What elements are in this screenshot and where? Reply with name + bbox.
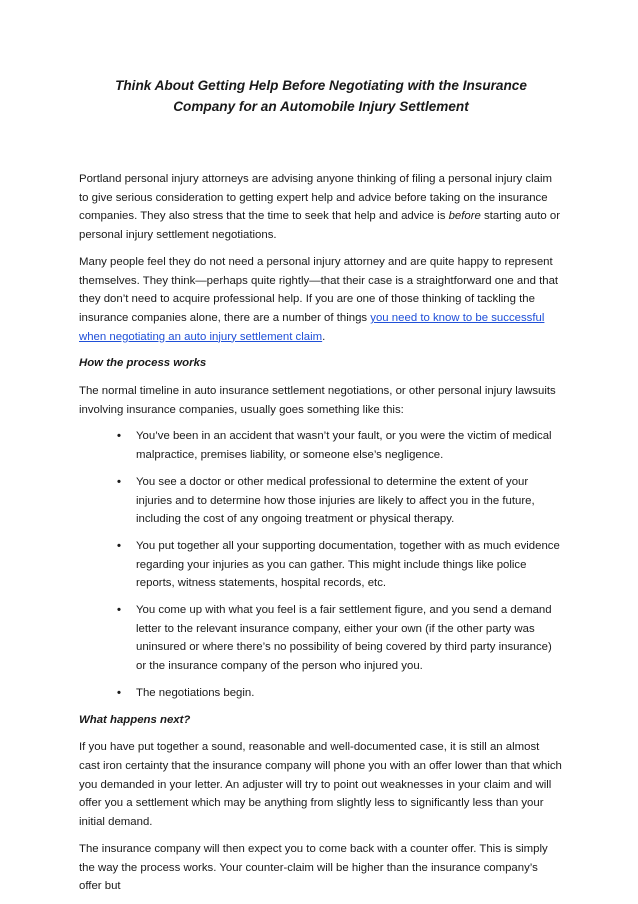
list-item-text: You come up with what you feel is a fair settlement figure, and you send a demand letter to the relevant insurance company, either your own (if the other party was uninsured or where there’s no possibility of being covered by third party insurance) or the insurance company of the person who injured you.: [136, 604, 552, 673]
intro-paragraph: [79, 170, 563, 245]
list-item-text: You put together all your supporting documentation, together with as much evidence regarding your injuries as you can gather. This might include things like police reports, witness statements, hospital records, etc.: [136, 539, 560, 590]
list-item-text: You see a doctor or other medical professional to determine the extent of your injuries and to determine how those injuries are likely to affect you in the future, including the cost of any ongoing treatment or physical therapy.: [136, 475, 535, 526]
intro-text-end: starting auto or personal injury settlement negotiations.: [79, 210, 561, 242]
document-title: [79, 75, 563, 117]
second-text-end: .: [322, 330, 326, 343]
list-item: [79, 684, 563, 703]
intro-text-start: Portland personal injury attorneys are advising anyone thinking of filing a personal injury claim to give serious consideration to getting expert help and advice before taking on the insurance companies. They also stress that the time to seek that help and advice is: [79, 173, 552, 223]
title-line-1: Think About Getting Help Before Negotiating with the Insurance: [115, 78, 527, 93]
timeline-paragraph: The normal timeline in auto insurance settlement negotiations, or other personal injury lawsuits involving insurance companies, usually goes something like this:: [79, 385, 556, 416]
timeline-list: [79, 427, 563, 702]
bullet-icon: •: [117, 539, 121, 552]
second-paragraph: [79, 253, 563, 347]
process-heading: How the process works: [79, 357, 207, 370]
list-item-text: The negotiations begin.: [136, 686, 255, 699]
bullet-icon: •: [117, 604, 121, 617]
document-page: [79, 75, 563, 904]
bullet-icon: •: [117, 430, 121, 443]
counter-offer-paragraph: The insurance company will then expect you to come back with a counter offer. This is simply the way the process works. Your counter-claim will be higher than the insurance company’s offer but: [79, 842, 548, 893]
intro-emphasis: before: [448, 210, 481, 223]
negotiation-tips-link[interactable]: you need to know to be successful when negotiating an auto injury settlement claim: [79, 311, 545, 343]
second-text-start: Many people feel they do not need a personal injury attorney and are quite happy to represent themselves. They think—perhaps quite rightly—that their case is a straightforward one and that they don’t need to acquire professional help. If you are one of those thinking of tackling the insurance companies alone, there are a number of things: [79, 255, 559, 324]
next-steps-heading: What happens next?: [79, 713, 191, 726]
bullet-icon: •: [117, 475, 121, 488]
list-item: [79, 473, 563, 529]
list-item: [79, 427, 563, 464]
list-item: [79, 601, 563, 676]
title-line-2: Company for an Automobile Injury Settlement: [173, 99, 469, 114]
offer-paragraph: If you have put together a sound, reasonable and well-documented case, it is still an almost cast iron certainty that the insurance company will phone you with an offer lower than that which you demanded in your letter. An adjuster will try to point out weaknesses in your claim and will offer you a settlement which may be anything from slightly less to significantly less than your initial demand.: [79, 741, 562, 829]
bullet-icon: •: [117, 686, 121, 699]
list-item-text: You’ve been in an accident that wasn’t your fault, or you were the victim of medical malpractice, premises liability, or someone else’s negligence.: [136, 430, 552, 462]
list-item: [79, 537, 563, 593]
